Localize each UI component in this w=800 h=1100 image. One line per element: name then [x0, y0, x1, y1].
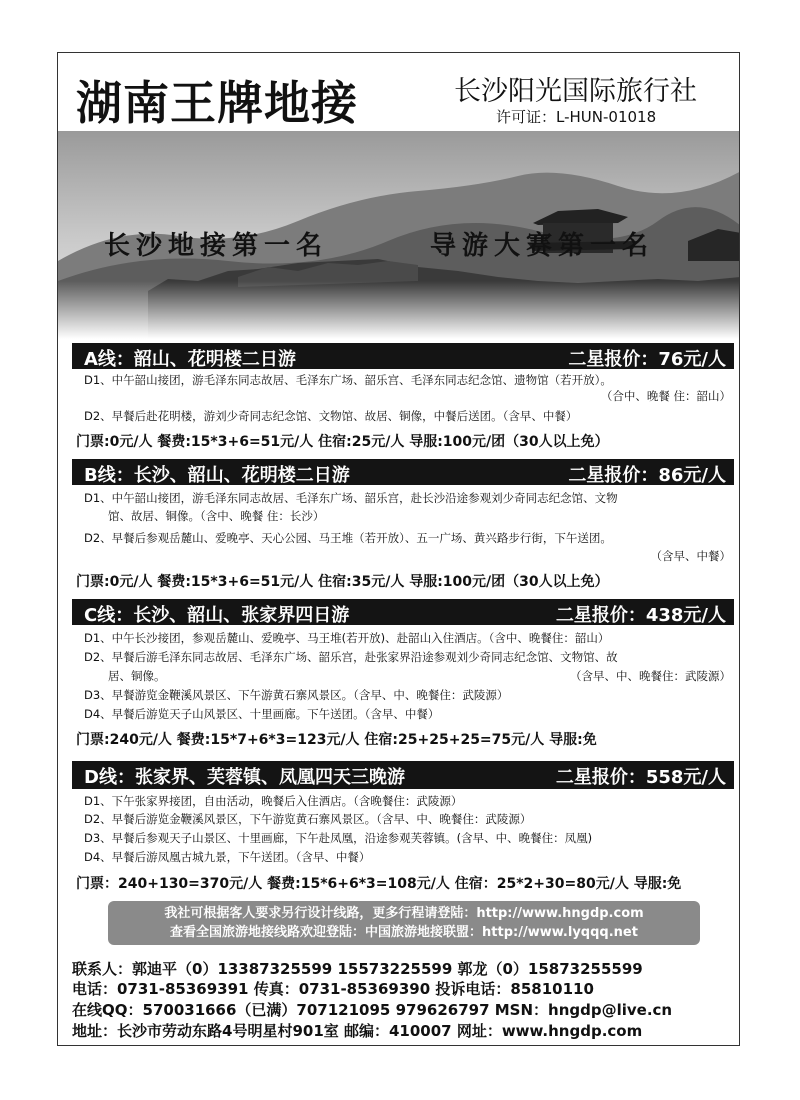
notice-line-website[interactable]: 我社可根据客人要求另行设计线路，更多行程请登陆：http://www.hngdp.com [164, 906, 644, 921]
route-a-day1: D1、中午韶山接团，游毛泽东同志故居、毛泽东广场、韶乐宫、毛泽东同志纪念馆、遗物馆（若开放）。 [84, 373, 612, 387]
route-d-price: 二星报价：558元/人 [555, 767, 726, 788]
route-b-name: B线：长沙、韶山、花明楼二日游 [84, 465, 350, 486]
route-a-day1-meals: （合中、晚餐 住：韶山） [600, 389, 731, 403]
route-d-day3: D3、早餐后参观天子山景区、十里画廊，下午赴凤凰，沿途参观芙蓉镇。(含早、中、晚餐住：凤凰) [84, 831, 593, 845]
contact-people: 联系人：郭迪平（0）13387325599 15573225599 郭龙（0）15873255599 [72, 960, 643, 978]
route-c-price: 二星报价：438元/人 [555, 605, 726, 626]
route-a-name: A线：韶山、花明楼二日游 [84, 349, 296, 370]
route-c-day2-cont: 居、铜像。 [108, 669, 166, 683]
route-d-fees: 门票：240+130=370元/人 餐费:15*6+6*3=108元/人 住宿：25*2+30=80元/人 导服:免 [76, 876, 682, 892]
route-c-band [72, 599, 734, 625]
contact-online: 在线QQ：570031666（已满）707121095 979626797 MSN：hngdp@live.cn [72, 1001, 673, 1019]
contact-phones: 电话：0731-85369391 传真：0731-85369390 投诉电话：85810110 [72, 980, 594, 998]
route-c-day4: D4、早餐后游览天子山风景区、十里画廊。下午送团。（含早、中餐） [84, 707, 440, 721]
notice-banner [108, 901, 700, 945]
notice-line-alliance[interactable]: 查看全国旅游地接线路欢迎登陆：中国旅游地接联盟：http://www.lyqqq.net [170, 925, 638, 940]
slogan-right: 导游大赛第一名 [430, 231, 655, 261]
route-a-day2: D2、早餐后赴花明楼，游刘少奇同志纪念馆、文物馆、故居、铜像，中餐后送团。（含早、中餐） [84, 409, 578, 423]
route-d-day4: D4、早餐后游凤凰古城九景，下午送团。（含早、中餐） [84, 850, 371, 864]
route-a-band [72, 343, 734, 369]
agency-name: 长沙阳光国际旅行社 [454, 76, 697, 107]
flyer-frame [57, 52, 740, 1046]
hero-landscape-image [58, 131, 740, 339]
route-b-fees: 门票:0元/人 餐费:15*3+6=51元/人 住宿:35元/人 导服:100元/团（30人以上免） [76, 574, 609, 590]
route-b-day1: D1、中午韶山接团，游毛泽东同志故居、毛泽东广场、韶乐宫，赴长沙沿途参观刘少奇同志纪念馆、文物 [84, 491, 618, 505]
slogan-left: 长沙地接第一名 [104, 231, 329, 261]
route-b-band [72, 459, 734, 485]
route-b-price: 二星报价：86元/人 [568, 465, 726, 486]
route-d-day2: D2、早餐后游览金鞭溪风景区，下午游览黄石寨风景区。（含早、中、晚餐住：武陵源） [84, 812, 532, 826]
license-number: 许可证：L-HUN-01018 [496, 108, 657, 126]
route-c-day2: D2、早餐后游毛泽东同志故居、毛泽东广场、韶乐宫，赴张家界沿途参观刘少奇同志纪念馆、文物馆、故 [84, 650, 618, 664]
route-d-band [72, 761, 734, 789]
route-b-day1-cont: 馆、故居、铜像。（含中、晚餐 住：长沙） [108, 509, 325, 523]
route-c-day2-meals: （含早、中、晚餐住：武陵源） [570, 669, 731, 683]
brand-title: 湖南王牌地接 [76, 76, 358, 130]
route-a-price: 二星报价：76元/人 [568, 349, 726, 370]
route-c-day3: D3、早餐游览金鞭溪风景区、下午游黄石寨风景区。（含早、中、晚餐住：武陵源） [84, 688, 509, 702]
route-b-day2-meals: （含早、中餐） [650, 549, 731, 563]
route-c-day1: D1、中午长沙接团，参观岳麓山、爱晚亭、马王堆(若开放)、赴韶山入住酒店。（含中、晚餐住：韶山） [84, 631, 610, 645]
route-c-name: C线：长沙、韶山、张家界四日游 [84, 605, 350, 626]
route-c-fees: 门票:240元/人 餐费:15*7+6*3=123元/人 住宿:25+25+25=75元/人 导服:免 [76, 732, 597, 748]
contact-address: 地址：长沙市劳动东路4号明星村901室 邮编：410007 网址：www.hngdp.com [72, 1022, 643, 1040]
route-d-name: D线：张家界、芙蓉镇、凤凰四天三晚游 [84, 767, 405, 788]
route-b-day2: D2、早餐后参观岳麓山、爱晚亭、天心公园、马王堆（若开放）、五一广场、黄兴路步行街，下午送团。 [84, 531, 612, 545]
route-a-fees: 门票:0元/人 餐费:15*3+6=51元/人 住宿:25元/人 导服:100元/团（30人以上免） [76, 434, 609, 450]
route-d-day1: D1、下午张家界接团，自由活动，晚餐后入住酒店。（含晚餐住：武陵源） [84, 794, 463, 808]
